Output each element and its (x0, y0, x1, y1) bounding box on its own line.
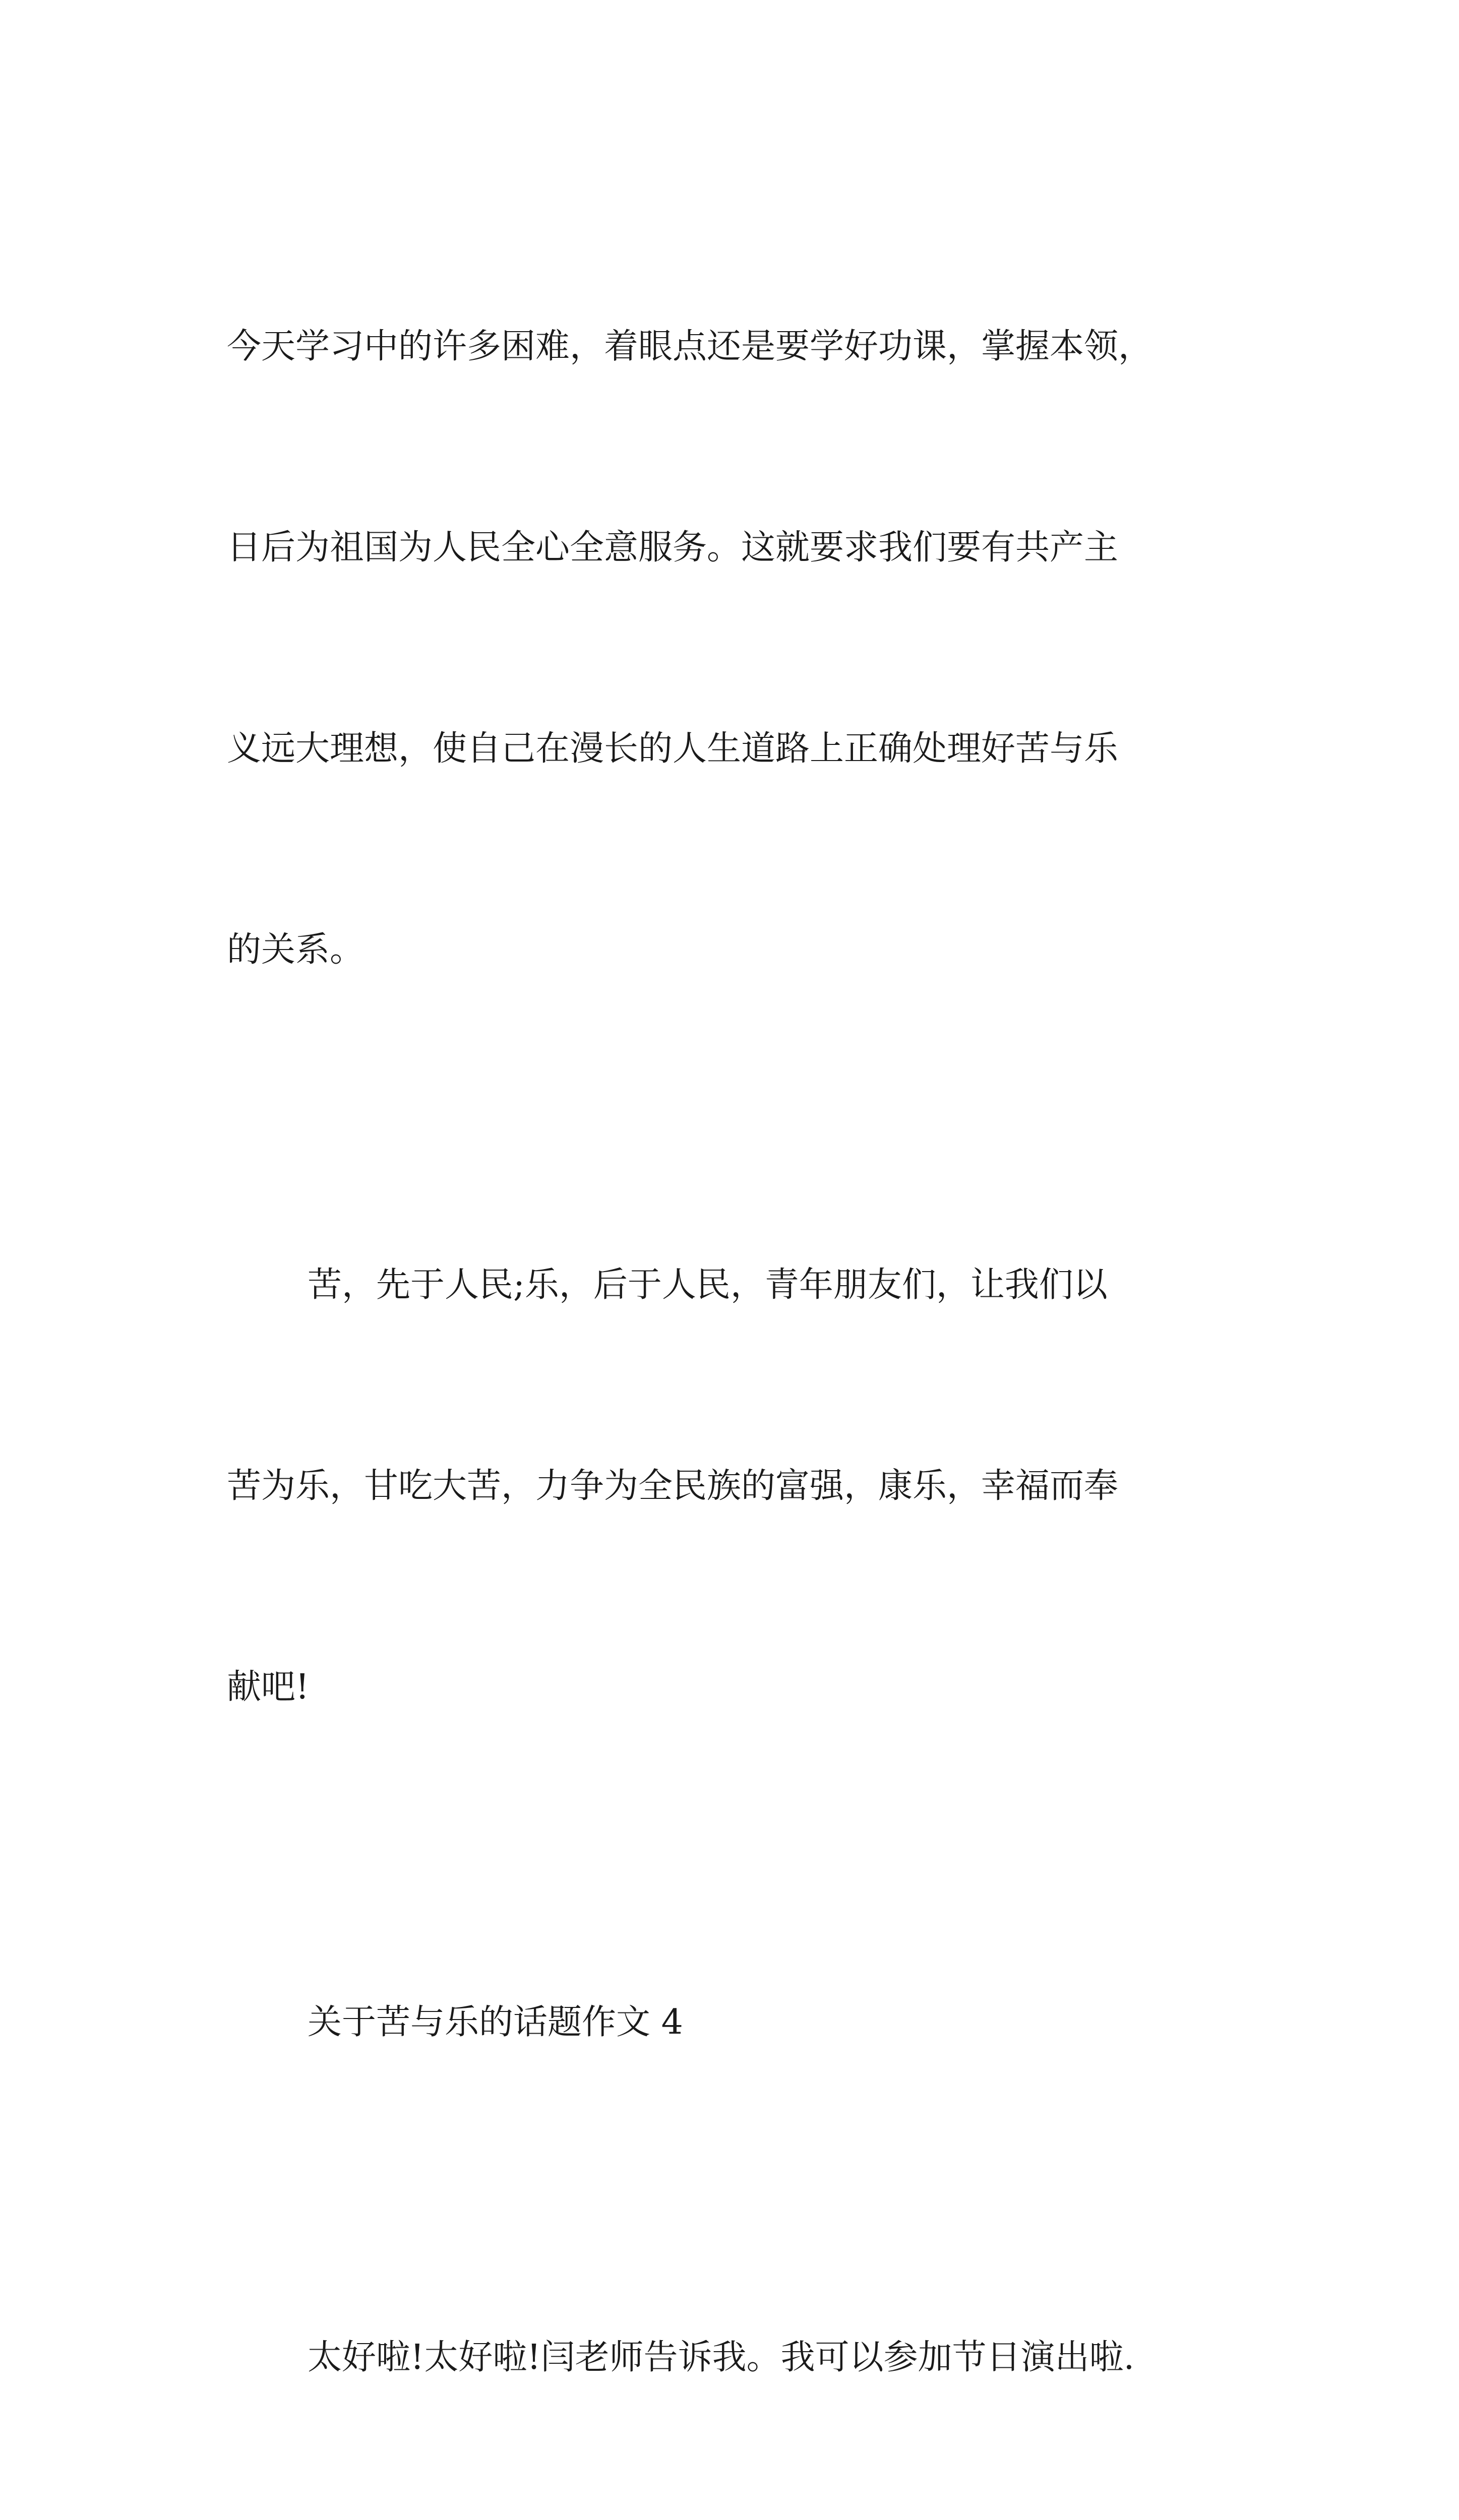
text-line: 今天学习中的许多困难，着眼点还是要学好功课，掌握本领， (227, 327, 1153, 366)
text-line: 苦，先于人民;乐，后于人民，青年朋友们，让我们以 (308, 1265, 1108, 1305)
text-line: 苦为乐，甘吃大苦，力争为全民族的富强，康乐，幸福而奉 (227, 1466, 1119, 1506)
paragraph (227, 179, 1240, 1117)
text-line: 太好啦!太好啦!闫老师告诉我。我可以参加节日演出啦. (308, 2338, 1135, 2377)
paragraph (227, 2190, 1240, 2520)
text-line: 义远大理想，使自己在漫长的人生道路上正确处理好苦与乐 (227, 729, 1119, 769)
document-body (227, 179, 1240, 2520)
text-line: 献吧! (227, 1667, 310, 1707)
heading-text: 关于苦与乐的话题作文 4 (308, 2002, 683, 2042)
section-heading (227, 1855, 1240, 2190)
paragraph (227, 1117, 1240, 1855)
text-line: 的关系。 (227, 930, 364, 970)
text-line: 日后为祖国为人民全心全意服务。这就要求我们要有共产主 (227, 528, 1119, 568)
